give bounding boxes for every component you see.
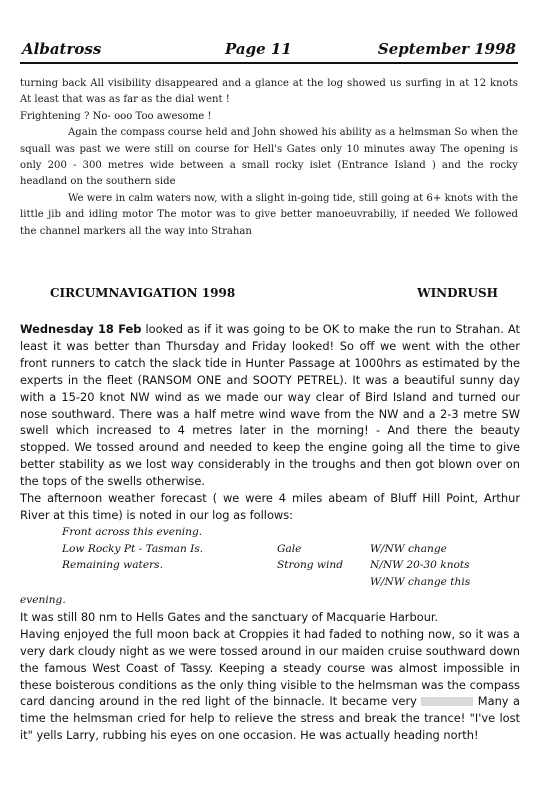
newsletter-title: Albatross xyxy=(22,40,102,58)
continued-article xyxy=(20,76,518,240)
page-header xyxy=(22,40,516,64)
log-direction: W/NW change this xyxy=(370,576,471,589)
log-tail: evening. xyxy=(20,593,66,606)
log-place: Low Rocky Pt - Tasman Is. xyxy=(62,542,204,555)
boat-name: WINDRUSH xyxy=(417,286,498,300)
issue-date: September 1998 xyxy=(377,40,516,58)
windrush-article xyxy=(20,321,520,744)
paragraph: Frightening ? No- ooo Too awesome ! xyxy=(20,110,212,122)
log-direction: W/NW change xyxy=(370,542,447,555)
log-place: Remaining waters. xyxy=(62,559,163,572)
weather-log xyxy=(20,524,520,592)
paragraph: It was still 80 nm to Hells Gates and the sanctuary of Macquarie Harbour. xyxy=(20,609,439,624)
paragraph: The afternoon weather forecast ( we were 4 miles abeam of Bluff Hill Point, Arthur River at this time) is noted in our log as follows: xyxy=(20,491,520,522)
log-wind: Gale xyxy=(277,542,302,555)
section-heading xyxy=(20,286,518,304)
log-wind: Strong wind xyxy=(277,559,343,572)
paragraph: turning back All visibility disappeared and a glance at the log showed us surfing in at 12 knots At least that was as far as the dial went ! xyxy=(20,78,518,106)
paragraph: Again the compass course held and John showed his ability as a helmsman So when the squall was past we were still on course for Hell's Gates only 10 minutes away The opening is only 200 - 300 metres wide between a small rocky islet (Entrance Island ) and the rocky headland on the southern side xyxy=(20,127,518,188)
page-number: Page 11 xyxy=(225,40,292,58)
section-title: CIRCUMNAVIGATION 1998 xyxy=(50,286,236,300)
header-rule xyxy=(20,62,518,64)
paragraph: We were in calm waters now, with a slight in-going tide, still going at 6+ knots with the little jib and idling motor The motor was to give better manoeuvrabiliy, if needed We followed the channel markers all the way into Strahan xyxy=(20,192,518,237)
weather-log-tail xyxy=(20,592,520,609)
paragraph: Having enjoyed the full moon back at Croppies it had faded to nothing now, so it was a very dark cloudy night as we were tossed around in our maiden cruise southward down the famous West Coast of Tassy. Keeping a steady course was almost impossible in these boisterous conditions as the only thing visible to the helmsman was the compass card dancing around in the red light of the binnacle. It became very Many a time the helmsman cried for help to relieve the stress and break the trance! "I've lost it" yells Larry, rubbing his eyes on one occasion. He was actually heading north! xyxy=(20,626,520,743)
log-intro: Front across this evening. xyxy=(62,525,203,538)
smudged-word xyxy=(421,697,473,706)
entry-date: Wednesday 18 Feb xyxy=(20,322,142,336)
log-direction: N/NW 20-30 knots xyxy=(370,559,470,572)
paragraph: Wednesday 18 Feb looked as if it was going to be OK to make the run to Strahan. At least it was better than Thursday and Friday looked! So off we went with the other front runners to catch the slack tide in Hunter Passage at 1000hrs as estimated by the experts in the fleet (RANSOM ONE and SOOTY PETREL). It was a beautiful sunny day with a 15-20 knot NW wind as we made our way clear of Bird Island and turned our nose southward. There was a half metre wind wave from the NW and a 2-3 metre SW swell which increased to 4 metres later in the morning! - And there the beauty stopped. We tossed around and needed to keep the engine going all the time to give better stability as we lost way considerably in the troughs and then got blown over on the tops of the swells otherwise. xyxy=(20,322,520,489)
